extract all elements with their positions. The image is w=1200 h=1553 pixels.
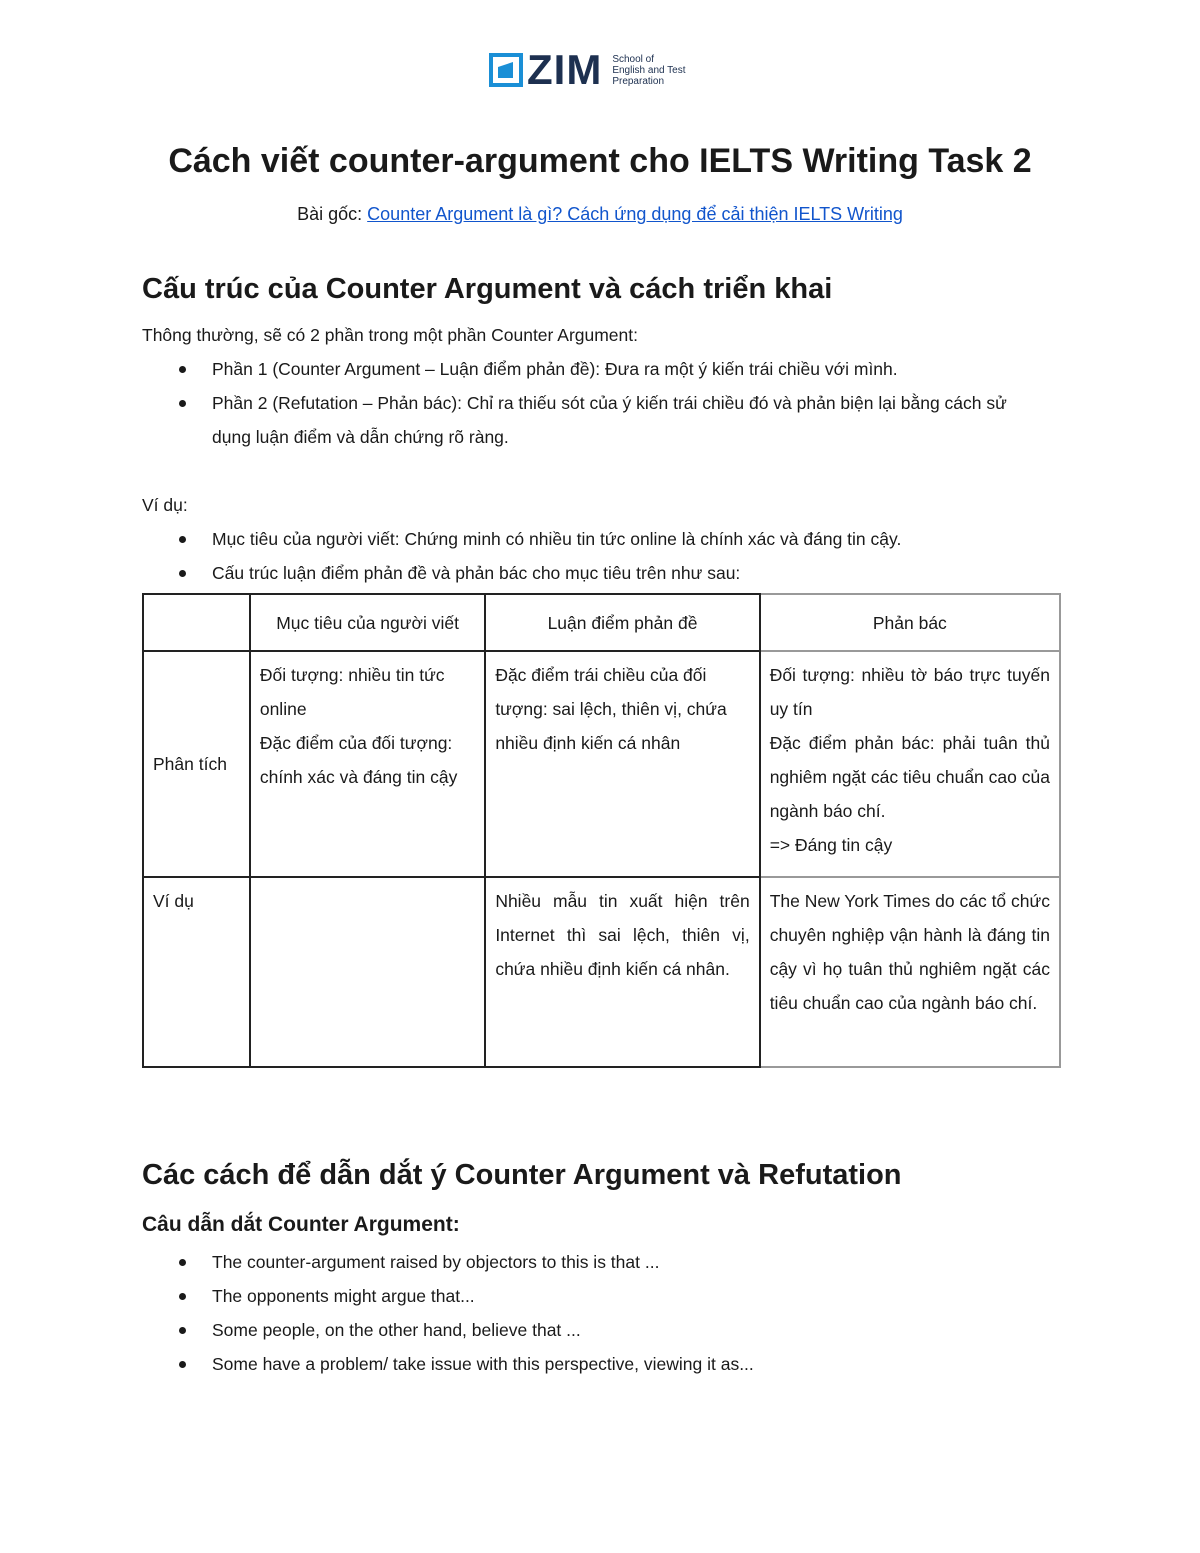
example-bullet-list bbox=[142, 522, 1042, 590]
table-row bbox=[143, 651, 1060, 877]
list-item: Phần 2 (Refutation – Phản bác): Chỉ ra thiếu sót của ý kiến trái chiều đó và phản biện lại bằng cách sử dụng luận điểm và dẫn chứng rõ ràng. bbox=[142, 386, 1042, 454]
zim-logo bbox=[489, 46, 686, 93]
example-label: Ví dụ: bbox=[142, 495, 188, 515]
table-header-cell: Mục tiêu của người viết bbox=[250, 594, 485, 651]
table-header-cell bbox=[143, 594, 250, 651]
table-cell bbox=[250, 877, 485, 1067]
zim-logo-icon bbox=[489, 53, 523, 87]
page-title: Cách viết counter-argument cho IELTS Writing Task 2 bbox=[168, 142, 1032, 180]
source-line bbox=[0, 202, 1200, 226]
subheading-counter-lead-in: Câu dẫn dắt Counter Argument: bbox=[142, 1213, 460, 1236]
list-item: The counter-argument raised by objectors to this is that ... bbox=[142, 1245, 1042, 1279]
bullet-icon bbox=[179, 536, 186, 543]
section-heading-lead-in: Các cách để dẫn dắt ý Counter Argument và Refutation bbox=[142, 1159, 902, 1191]
table-cell: Đặc điểm trái chiều của đối tượng: sai lệch, thiên vị, chứa nhiều định kiến cá nhân bbox=[485, 651, 759, 877]
source-label: Bài gốc: bbox=[297, 204, 368, 224]
source-link[interactable]: Counter Argument là gì? Cách ứng dụng để cải thiện IELTS Writing bbox=[367, 204, 903, 224]
bullet-icon bbox=[179, 1361, 186, 1368]
table-cell: Nhiều mẫu tin xuất hiện trên Internet thì sai lệch, thiên vị, chứa nhiều định kiến cá nhân. bbox=[485, 877, 759, 1067]
logo-tagline: School of English and Test Preparation bbox=[612, 53, 686, 87]
list-item: Some have a problem/ take issue with this perspective, viewing it as... bbox=[142, 1347, 1042, 1381]
table-cell: The New York Times do các tổ chức chuyên nghiệp vận hành là đáng tin cậy vì họ tuân thủ nghiêm ngặt các tiêu chuẩn cao của ngành báo chí. bbox=[760, 877, 1060, 1067]
table-row-label: Ví dụ bbox=[143, 877, 250, 1067]
logo-brand: ZIM bbox=[527, 46, 603, 93]
bullet-icon bbox=[179, 400, 186, 407]
structure-bullet-list bbox=[142, 352, 1042, 454]
section-heading-structure: Cấu trúc của Counter Argument và cách triển khai bbox=[142, 273, 833, 305]
table-cell: Đối tượng: nhiều tin tức online Đặc điểm của đối tượng: chính xác và đáng tin cậy bbox=[250, 651, 485, 877]
lead-in-bullet-list bbox=[142, 1245, 1042, 1381]
bullet-icon bbox=[179, 366, 186, 373]
table-header-cell: Phản bác bbox=[760, 594, 1060, 651]
list-item: Phần 1 (Counter Argument – Luận điểm phản đề): Đưa ra một ý kiến trái chiều với mình. bbox=[142, 352, 1042, 386]
list-item: The opponents might argue that... bbox=[142, 1279, 1042, 1313]
structure-intro: Thông thường, sẽ có 2 phần trong một phần Counter Argument: bbox=[142, 325, 638, 345]
list-item: Cấu trúc luận điểm phản đề và phản bác cho mục tiêu trên như sau: bbox=[142, 556, 1042, 590]
table-row-label: Phân tích bbox=[143, 651, 250, 877]
table-row bbox=[143, 877, 1060, 1067]
counter-argument-table bbox=[142, 593, 1061, 1068]
table-header-row bbox=[143, 594, 1060, 651]
bullet-icon bbox=[179, 1293, 186, 1300]
bullet-icon bbox=[179, 1259, 186, 1266]
bullet-icon bbox=[179, 1327, 186, 1334]
list-item: Some people, on the other hand, believe that ... bbox=[142, 1313, 1042, 1347]
list-item: Mục tiêu của người viết: Chứng minh có nhiều tin tức online là chính xác và đáng tin cậy. bbox=[142, 522, 1042, 556]
table-header-cell: Luận điểm phản đề bbox=[485, 594, 759, 651]
table-cell: Đối tượng: nhiều tờ báo trực tuyến uy tín Đặc điểm phản bác: phải tuân thủ nghiêm ngặt các tiêu chuẩn cao của ngành báo chí. => Đáng tin cậy bbox=[760, 651, 1060, 877]
bullet-icon bbox=[179, 570, 186, 577]
